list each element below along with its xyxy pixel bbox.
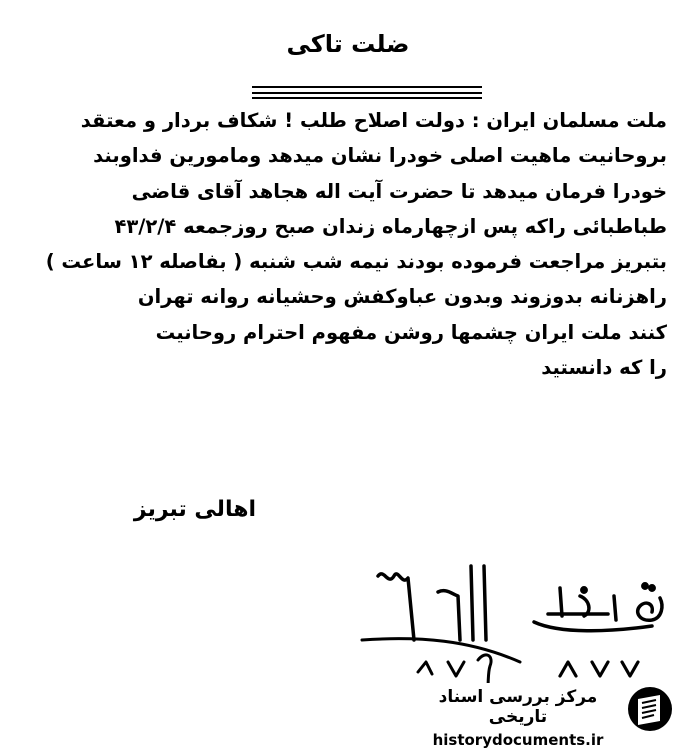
body-line: ملت مسلمان ایران : دولت اصلاح طلب ! شکاف بردار و معتقد [80, 109, 667, 132]
watermark-text [418, 687, 618, 749]
body-line: بروحانیت ماهیت اصلی خودرا نشان میدهد ومامورین فداوبند [93, 144, 667, 168]
signature-line: اهالی تبریز [133, 497, 256, 522]
body-line: کنند ملت ایران چشمها روشن مفهوم احترام روحانیت [155, 320, 667, 344]
handwritten-number-top [378, 566, 486, 640]
handwritten-code [544, 662, 650, 684]
archive-logo-icon [626, 685, 674, 733]
watermark-stamp [410, 683, 680, 749]
body-line: بتبریز مراجعت فرموده بودند نیمه شب شنبه ( بفاصله ۱۲ ساعت ) [45, 250, 667, 274]
body-line: را که دانستید [541, 356, 667, 380]
body-line: خودرا فرمان میدهد تا حضرت آیت اله هجاهد آقای قاضی [131, 179, 667, 203]
document-title: ضلت تاکی [286, 30, 410, 58]
handwritten-divider [362, 639, 520, 662]
watermark-url: historydocuments.ir [432, 731, 604, 749]
body-line: راهزنانه بدوزوند وبدون عباوکفش وحشیانه روانه تهران [137, 285, 667, 309]
body-line: طباطبائی راکه پس ازچهارماه زندان صبح روزجمعه ۴۳/۲/۴ [114, 214, 667, 238]
handwritten-letters [534, 584, 662, 631]
watermark-org-name: مرکز بررسی اسناد تاریخی [438, 687, 598, 727]
